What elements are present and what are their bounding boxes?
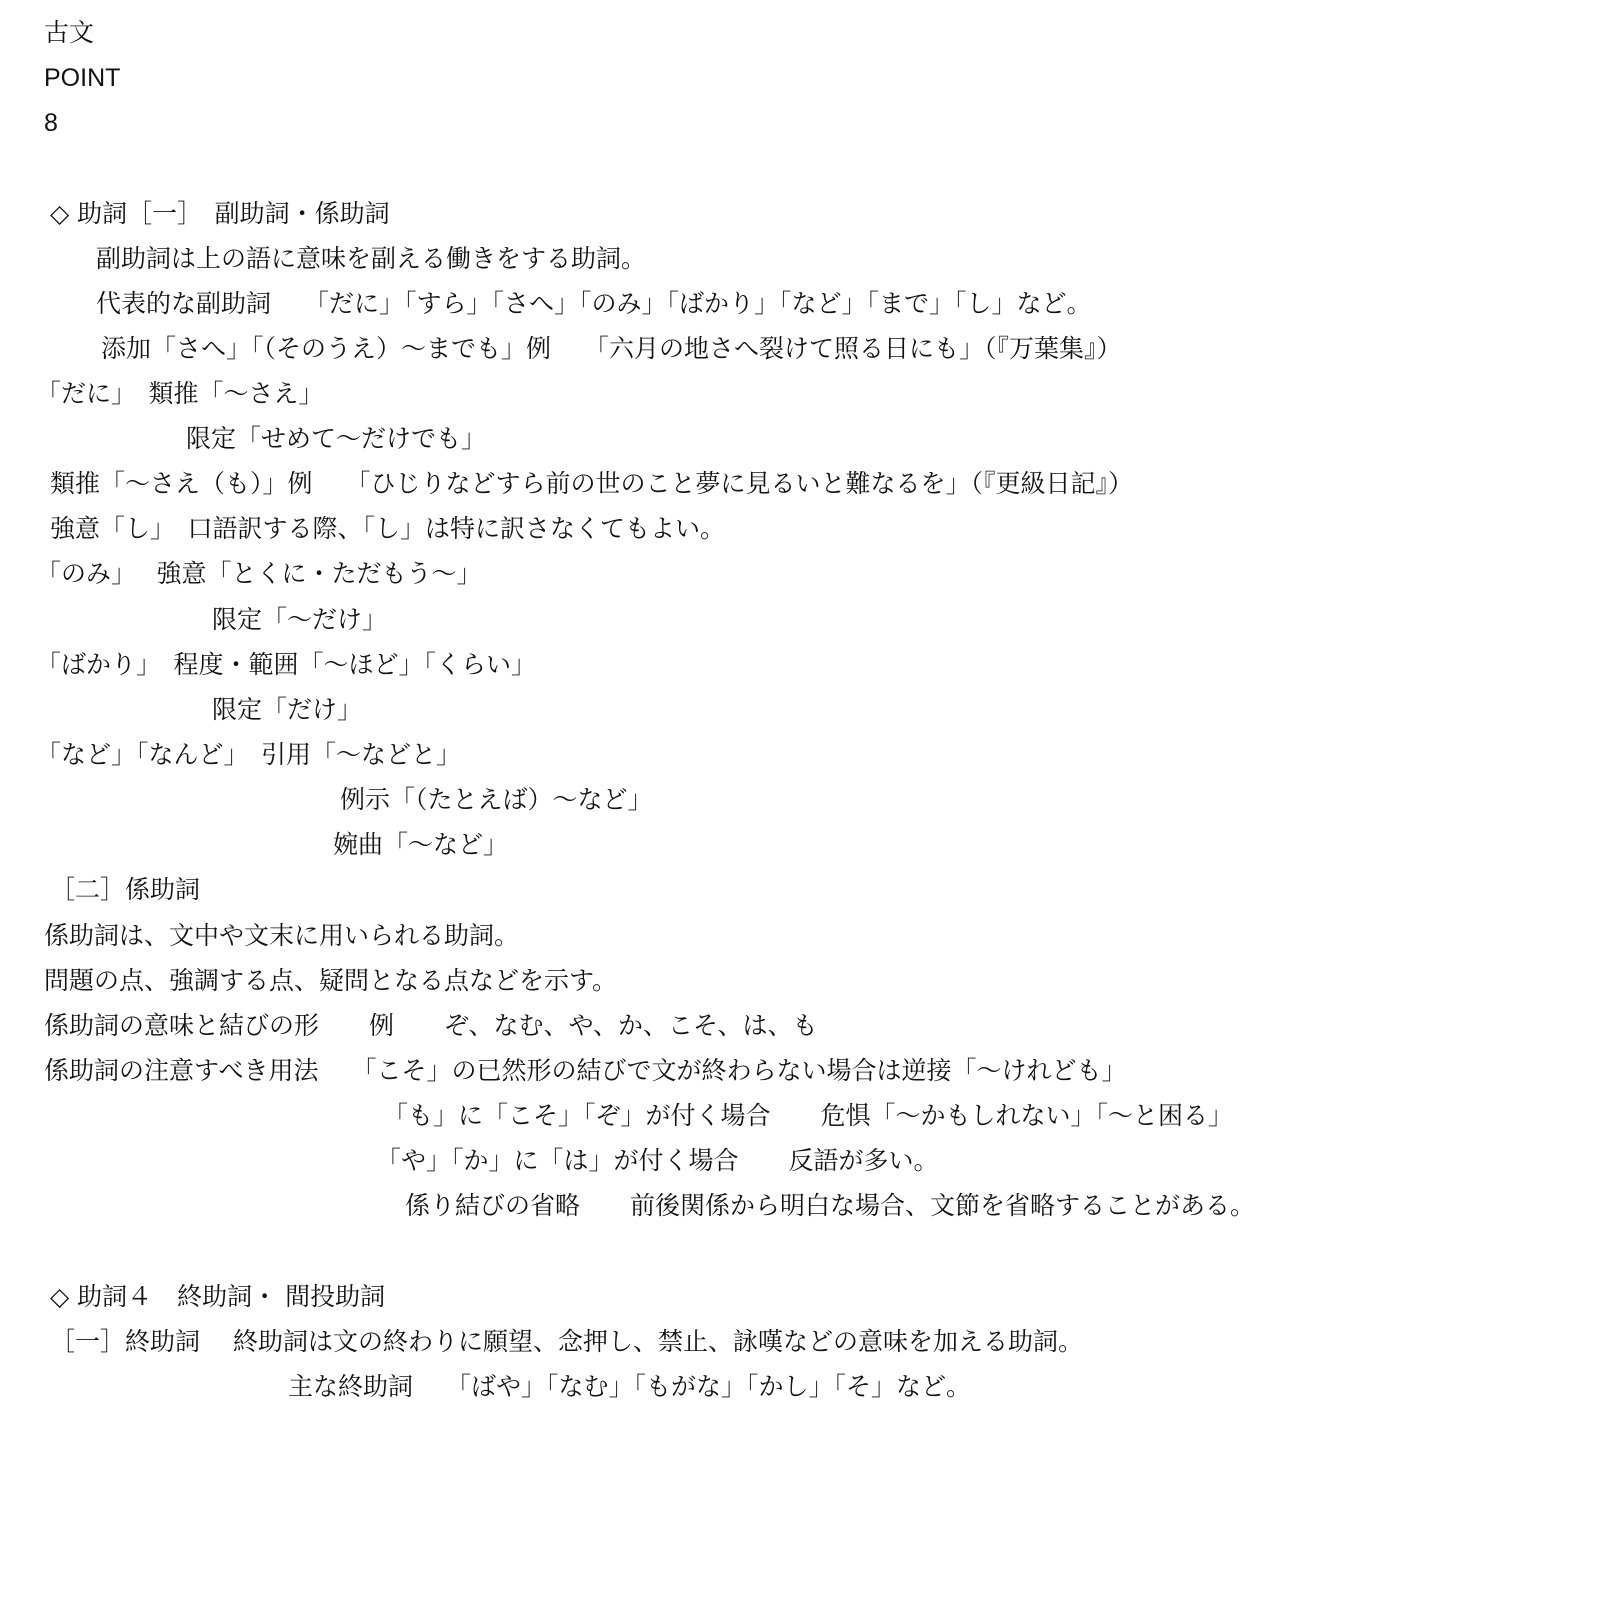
text-line: 強意「し」 口語訳する際、「し」は特に訳さなくてもよい。 — [50, 514, 726, 543]
text-line: 問題の点、強調する点、疑問となる点などを示す。 — [44, 966, 618, 995]
text-line: 係助詞の注意すべき用法 「こそ」の已然形の結びで文が終わらない場合は逆接「～けれども」 — [44, 1056, 1127, 1085]
text-line: 「ばかり」 程度・範囲「～ほど」「くらい」 — [36, 650, 537, 679]
text-line: 「だに」 類推「～さえ」 — [36, 379, 324, 408]
section-heading-joshi-4: ◇ 助詞４ 終助詞・ 間投助詞 — [50, 1282, 386, 1311]
text-line: 「など」「なんど」 引用「～などと」 — [36, 740, 462, 769]
text-line: 主な終助詞 「ばや」「なむ」「もがな」「かし」「そ」など。 — [288, 1372, 971, 1401]
text-line: 係り結びの省略 前後関係から明白な場合、文節を省略することがある。 — [405, 1191, 1256, 1220]
text-line: 婉曲「～など」 — [333, 830, 509, 859]
text-line: 副助詞は上の語に意味を副える働きをする助詞。 — [96, 244, 647, 273]
text-line: 限定「～だけ」 — [212, 605, 388, 634]
text-line: 係助詞は、文中や文末に用いられる助詞。 — [44, 921, 520, 950]
text-line: 類推「～さえ（も）」例 「ひじりなどすら前の世のこと夢に見るいと難なるを」（『更級日記』） — [50, 469, 1133, 498]
point-number: 8 — [44, 109, 58, 137]
text-line: 「も」に「こそ」「ぞ」が付く場合 危惧「～かもしれない」「～と困る」 — [383, 1101, 1234, 1130]
section-heading-kakarijoshi: ［二］係助詞 — [50, 875, 201, 904]
text-line: 代表的な副助詞 「だに」「すら」「さへ」「のみ」「ばかり」「など」「まで」「し」など。 — [96, 289, 1092, 318]
text-line: 添加「さへ」「（そのうえ）～までも」例 「六月の地さへ裂けて照る日にも」（『万葉集』） — [101, 334, 1122, 363]
text-line: 「のみ」 強意「とくに・ただもう～」 — [36, 559, 482, 588]
text-line: ［一］終助詞 終助詞は文の終わりに願望、念押し、禁止、詠嘆などの意味を加える助詞。 — [50, 1327, 1083, 1356]
point-label: POINT — [44, 64, 121, 92]
text-line: 「や」「か」に「は」が付く場合 反語が多い。 — [376, 1146, 939, 1175]
subject-title: 古文 — [44, 18, 95, 47]
text-line: 例示「（たとえば）～など」 — [340, 785, 653, 814]
text-line: 係助詞の意味と結びの形 例 ぞ、なむ、や、か、こそ、は、も — [44, 1011, 818, 1040]
section-heading-joshi-1: ◇ 助詞［一］ 副助詞・係助詞 — [50, 199, 390, 228]
text-line: 限定「だけ」 — [212, 695, 363, 724]
text-line: 限定「せめて～だけでも」 — [186, 424, 487, 453]
